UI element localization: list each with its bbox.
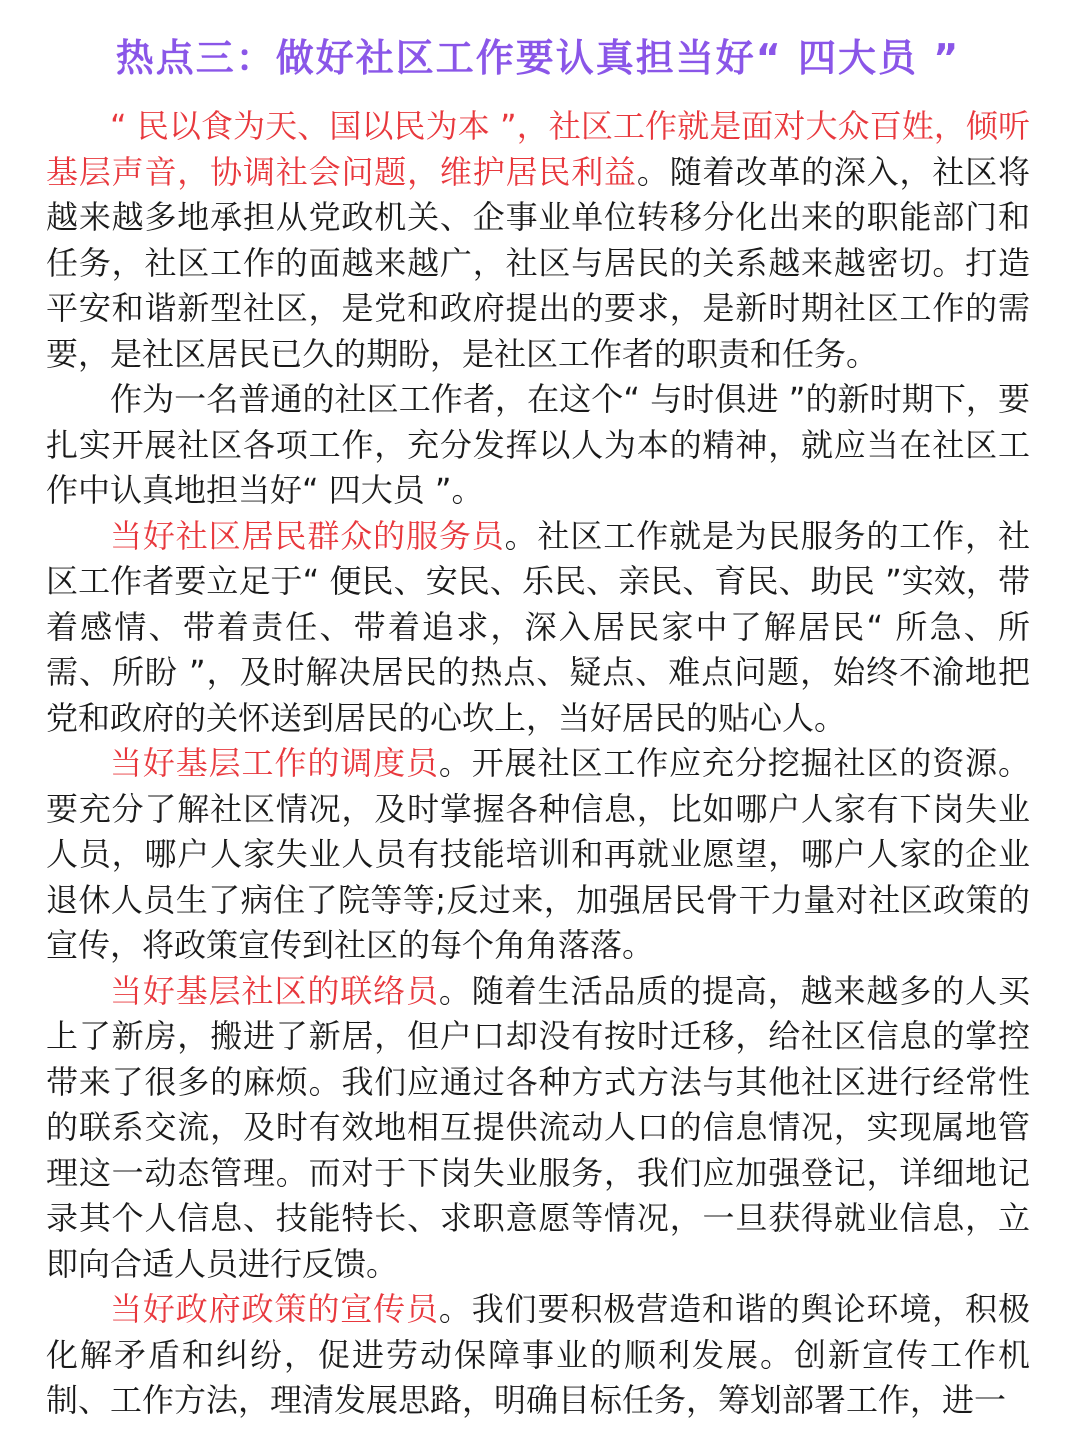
paragraph-liaison [46,969,1030,1288]
body-text: 。我们要积极营造和谐的舆论环境，积极化解矛盾和纠纷，促进劳动保障事业的顺利发展。创新宣传工作机制、工作方法，理清发展思路，明确目标任务，筹划部署工作，进一 [46,1290,1030,1419]
highlight-text: 当好政府政策的宣传员 [110,1290,439,1328]
highlight-text: 当好基层社区的联络员 [110,971,439,1010]
paragraph-service [46,514,1030,742]
body-text: 。随着生活品质的提高，越来越多的人买上了新房，搬进了新居，但户口却没有按时迁移，给社区信息的掌控带来了很多的麻烦。我们应通过各种方式方法与其他社区进行经常性的联系交流，及时有效地相互提供流动人口的信息情况，实现属地管理这一动态管理。而对于下岗失业服务，我们应加强登记，详细地记录其个人信息、技能特长、求职意愿等情况，一旦获得就业信息，立即向合适人员进行反馈。 [46,971,1030,1283]
paragraph-intro [46,104,1030,377]
highlight-text: 当好基层工作的调度员 [110,744,439,782]
highlight-text: 当好社区居民群众的服务员 [110,516,505,555]
article-title: 热点三：做好社区工作要认真担当好“ 四大员 ” [115,36,961,80]
body-text: 。社区工作就是为民服务的工作，社区工作者要立足于“ 便民、安民、乐民、亲民、育民、助民 ”实效，带着感情、带着责任、带着追求，深入居民家中了解居民“ 所急、所需、所盼 ”，及时解决居民的热点、疑点、难点问题，始终不渝地把党和政府的关怀送到居民的心坎上，当好居民的贴心人。 [46,516,1030,737]
body-text: 。开展社区工作应充分挖掘社区的资源。要充分了解社区情况，及时掌握各种信息，比如哪户人家有下岗失业人员，哪户人家失业人员有技能培训和再就业愿望，哪户人家的企业退休人员生了病住了院等等;反过来，加强居民骨干力量对社区政策的宣传，将政策宣传到社区的每个角角落落。 [46,744,1030,964]
body-text: 作为一名普通的社区工作者，在这个“ 与时俱进 ”的新时期下，要扎实开展社区各项工作，充分发挥以人为本的精神，就应当在社区工作中认真地担当好“ 四大员 ”。 [46,380,1030,509]
paragraph-publicity [46,1287,1030,1424]
body-text: 。随着改革的深入，社区将越来越多地承担从党政机关、企事业单位转移分化出来的职能部门和任务，社区工作的面越来越广，社区与居民的关系越来越密切。打造平安和谐新型社区，是党和政府提出的要求，是新时期社区工作的需要，是社区居民已久的期盼，是社区工作者的职责和任务。 [46,152,1030,373]
highlight-text: “ 民以食为天、国以民为本 ”，社区工作就是面对大众百姓，倾听基层声音，协调社会问题，维护居民利益 [46,107,1030,191]
paragraph-dispatcher [46,741,1030,969]
paragraph-overview [46,377,1030,514]
